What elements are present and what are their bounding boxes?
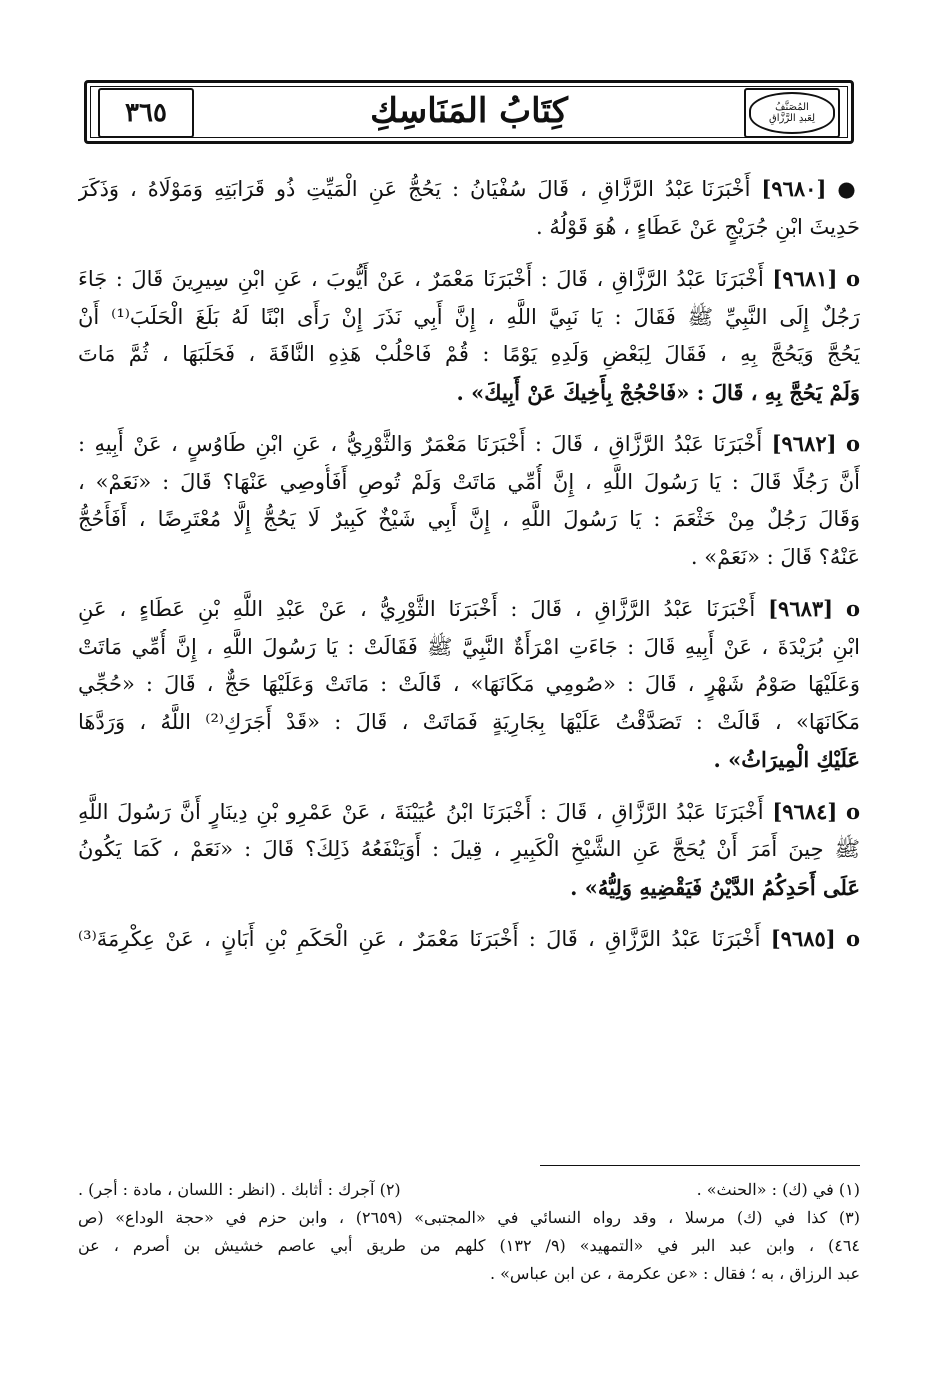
chapter-title: كِتَابُ المَنَاسِكِ: [370, 91, 568, 131]
text-line: حَدِيثَ ابْنِ جُرَيْجٍ عَنْ عَطَاءٍ ، هُوَ قَوْلُهُ .: [536, 214, 860, 239]
footnote-row: [78, 1176, 860, 1204]
hadith-number: [٩٦٨١]: [772, 266, 838, 291]
page-number: ٣٦٥: [125, 98, 167, 128]
text-line: [78, 793, 860, 832]
text-line: وَلَمْ يَحُجَّ بِهِ ، قَالَ : «فَاحْجُجْ بِأَخِيكَ عَنْ أَبِيكَ» .: [456, 379, 860, 405]
footnote-3-line: ٤٦٤) ، وابن عبد البر في «التمهيد» (٩/ ١٣٢) كلهم من طريق أبي عاصم خشيش بن أصرم ، عن: [78, 1236, 860, 1255]
book-logo-box: [744, 88, 840, 138]
hadith-number: [٩٦٨٢]: [771, 431, 837, 456]
text-line: [78, 590, 860, 629]
line-text: أَخْبَرَنَا عَبْدُ الرَّزَّاقِ ، قَالَ سُفْيَانُ : يَحُجُّ عَنِ الْمَيِّتِ ذُو قَرَابَتِهِ وَمَوْلَاهُ ، وَذَكَرَ: [78, 177, 751, 201]
line-text: أَخْبَرَنَا عَبْدُ الرَّزَّاقِ ، قَالَ : أَخْبَرَنَا مَعْمَرٌ ، عَنْ أَيُّوبَ ، عَنِ ابْنِ سِيرِينَ قَالَ : جَاءَ: [78, 267, 764, 291]
footnote-separator: [540, 1165, 860, 1166]
text-line: [78, 920, 860, 959]
text-line: وَقَالَ رَجُلٌ مِنْ خَثْعَمَ : يَا رَسُولَ اللَّهِ ، إِنَّ أَبِي شَيْخٌ كَبِيرٌ لَا يَحُجُّ إِلَّا مُعْتَرِضًا ، أَفَأَحُجُّ: [78, 507, 860, 531]
hadith-9680: [78, 170, 860, 246]
circle-marker: ο: [845, 798, 860, 824]
hadith-9683: [78, 590, 860, 779]
hadith-number: [٩٦٨٠]: [761, 176, 827, 201]
page-number-box: [98, 88, 194, 138]
footnote-1: (١) في (ك) : «الحنث» .: [696, 1180, 860, 1199]
hadith-9684: [78, 793, 860, 907]
hadith-9681: [78, 260, 860, 411]
circle-marker: ο: [845, 266, 860, 291]
footnotes: [78, 1176, 860, 1288]
text-line: مَكَانَهَا» ، قَالَتْ : تَصَدَّقْتُ عَلَيْهَا بِجَارِيَةٍ فَمَاتَتْ ، قَالَ : «قَدْ أَجَرَكِ⁽²⁾ اللَّهُ ، وَرَدَّهَا: [78, 709, 860, 734]
hadith-number: [٩٦٨٣]: [768, 596, 834, 621]
circle-marker: ο: [845, 431, 860, 456]
text-line: [78, 170, 860, 209]
hadith-number: [٩٦٨٤]: [772, 798, 838, 824]
hadith-9685: [78, 920, 860, 959]
logo-line-2: لِعَبدِ الرَّزَّاقِ: [768, 113, 816, 124]
footnote-2: (٢) آجرك : أثابك . (انظر : اللسان ، مادة : أجر) .: [78, 1180, 401, 1199]
text-line: وَعَلَيْهَا صَوْمُ شَهْرٍ ، قَالَ : «صُومِي مَكَانَهَا» ، قَالَتْ : مَاتَتْ وَعَلَيْهَا حَجٌّ ، قَالَ : «حُجِّي: [78, 672, 860, 696]
hadith-9682: [78, 425, 860, 576]
text-line: [78, 425, 860, 464]
text-line: عَلَيْكِ الْمِيرَاثُ» .: [713, 747, 860, 772]
circle-marker: ο: [845, 596, 860, 621]
line-text: أَخْبَرَنَا عَبْدُ الرَّزَّاقِ ، قَالَ : أَخْبَرَنَا مَعْمَرٌ وَالثَّوْرِيُّ ، عَنِ ابْنِ طَاوُسٍ ، عَنْ أَبِيهِ :: [78, 432, 763, 456]
bullet-marker: ●: [837, 176, 860, 201]
hadith-number: [٩٦٨٥]: [770, 926, 836, 951]
logo-line-1: المُصَنَّفُ: [775, 102, 809, 113]
text-line: عَنْهُ؟ قَالَ : «نَعَمْ» .: [690, 544, 860, 569]
text-line: أَنَّ رَجُلًا قَالَ : يَا رَسُولَ اللَّهِ ، إِنَّ أُمِّي مَاتَتْ وَلَمْ تُوصِ أَفَأُوصِي عَنْهَا؟ قَالَ : «نَعَمْ» ،: [78, 469, 860, 494]
book-logo: [749, 92, 835, 134]
text-line: يَحُجَّ وَيَحُجَّ بِهِ ، فَقَالَ لِبَعْضِ وَلَدِهِ يَوْمًا : قُمْ فَاحْلُبْ هَذِهِ النَّاقَةَ ، فَحَلَبَهَا ، ثُمَّ مَاتَ: [78, 342, 860, 366]
main-text: [78, 170, 860, 973]
page-header: [84, 80, 854, 144]
footnote-3-line: (٣) كذا في (ك) مرسلا ، وقد رواه النسائي في «المجتبى» (٢٦٥٩) ، وابن حزم في «حجة الوداع» (ص: [78, 1208, 860, 1227]
line-text: أَخْبَرَنَا عَبْدُ الرَّزَّاقِ ، قَالَ : أَخْبَرَنَا ابْنُ عُيَيْنَةَ ، عَنْ عَمْرِو بْنِ دِينَارٍ أَنَّ رَسُولَ اللَّهِ: [78, 799, 764, 824]
text-line: ابْنِ بُرَيْدَةَ ، عَنْ أَبِيهِ قَالَ : جَاءَتِ امْرَأَةٌ النَّبِيَّ ﷺ فَقَالَتْ : يَا رَسُولَ اللَّهِ ، إِنَّ أُمِّي مَاتَتْ: [78, 634, 860, 659]
text-line: ﷺ حِينَ أَمَرَ أَنْ يُحَجَّ عَنِ الشَّيْخِ الْكَبِيرِ ، قِيلَ : أَوَيَنْفَعُهُ ذَلِكَ؟ قَالَ : «نَعَمْ ، كَمَا يَكُونُ: [78, 837, 860, 861]
line-text: أَخْبَرَنَا عَبْدُ الرَّزَّاقِ ، قَالَ : أَخْبَرَنَا الثَّوْرِيُّ ، عَنْ عَبْدِ اللَّهِ بْنِ عَطَاءٍ ، عَنِ: [78, 597, 756, 621]
text-line: عَلَى أَحَدِكُمُ الدَّيْنُ فَيَقْضِيهِ وَلِيُّهُ» .: [570, 874, 860, 900]
circle-marker: ο: [845, 926, 860, 951]
line-text: أَخْبَرَنَا عَبْدُ الرَّزَّاقِ ، قَالَ : أَخْبَرَنَا مَعْمَرٌ ، عَنِ الْحَكَمِ بْنِ أَبَانٍ ، عَنْ عِكْرِمَةَ⁽³⁾: [78, 927, 761, 951]
text-line: رَجُلٌ إِلَى النَّبِيِّ ﷺ فَقَالَ : يَا نَبِيَّ اللَّهِ ، إِنَّ أَبِي نَذَرَ إِنْ رَأَى ابْنًا لَهُ بَلَغَ الْحَلَبَ⁽¹⁾ أَنْ: [78, 304, 860, 329]
footnote-3-line: عبد الرزاق ، به ؛ فقال : «عن عكرمة ، عن ابن عباس» .: [489, 1264, 860, 1283]
text-line: [78, 260, 860, 299]
